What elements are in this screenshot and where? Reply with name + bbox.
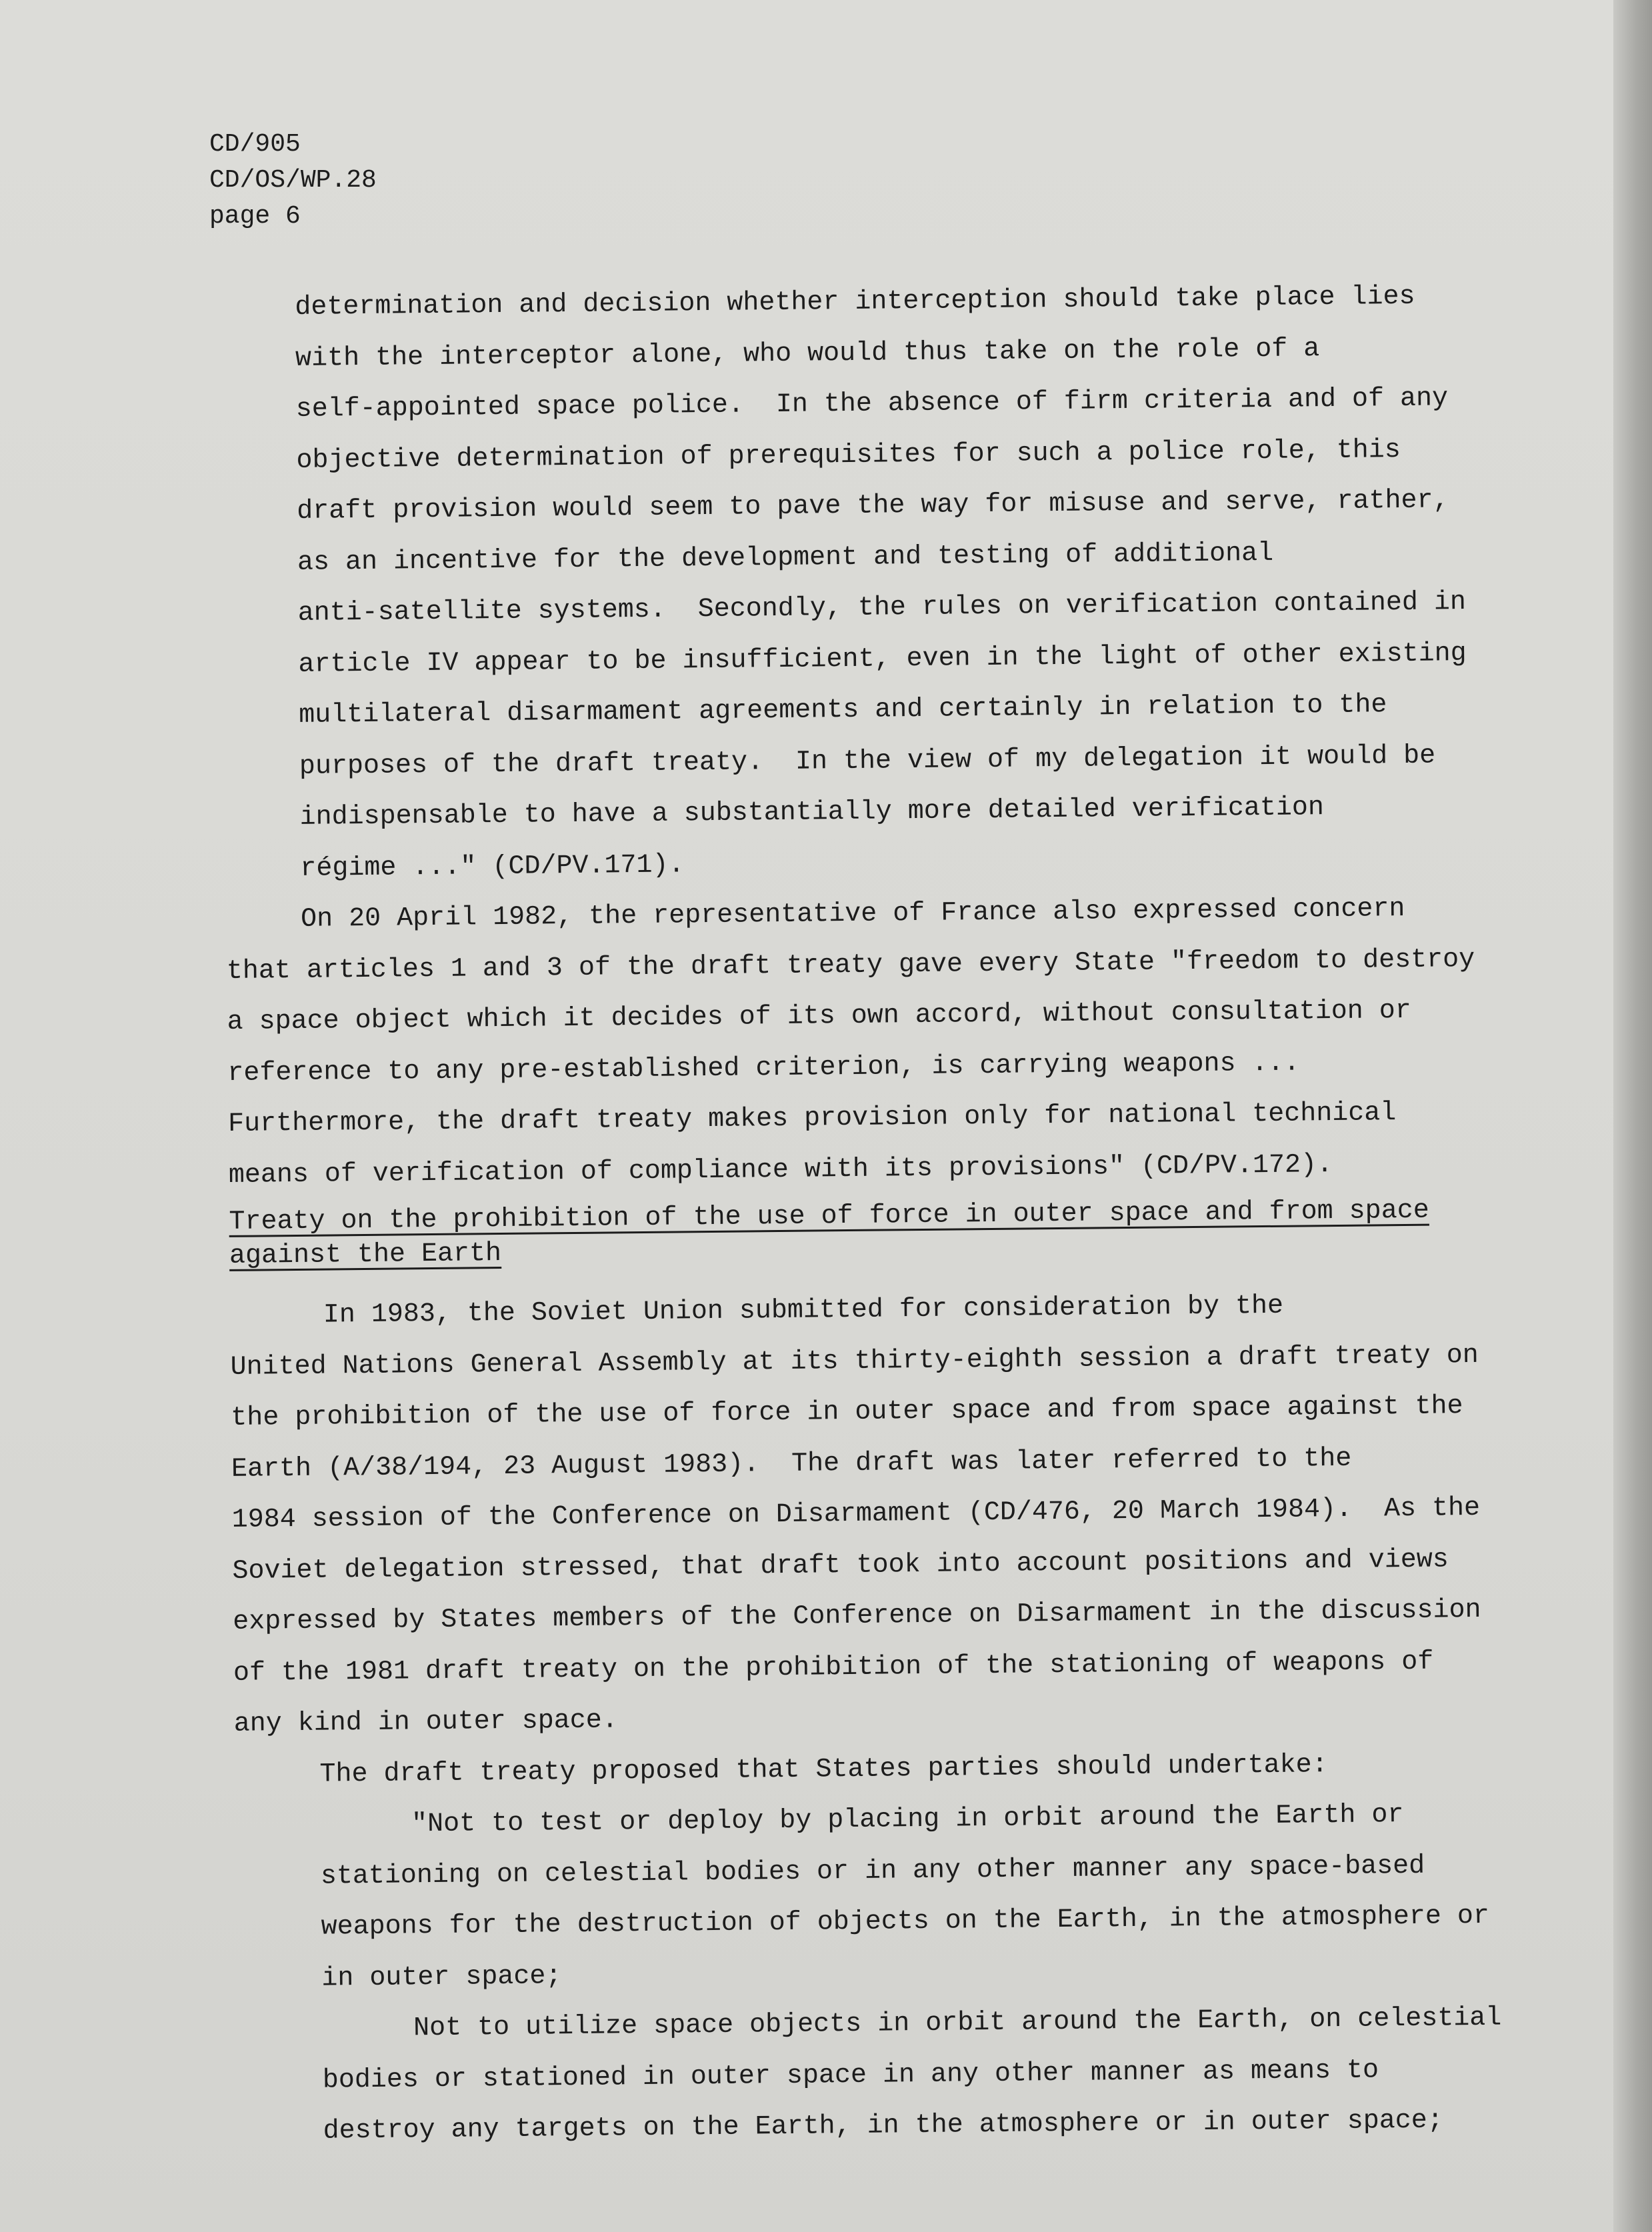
section-heading: Treaty on the prohibition of the use of force in outer space and from space [229,1195,1429,1237]
section-heading-continued: against the Earth [229,1239,502,1271]
text-line: that articles 1 and 3 of the draft treaty gave every State "freedom to destroy [226,944,1475,987]
text-line: a space object which it decides of its own accord, without consultation or [227,995,1412,1037]
quote-line: in outer space; [321,1961,562,1994]
text-line: Furthermore, the draft treaty makes provision only for national technical [227,1098,1397,1139]
text-line: 1984 session of the Conference on Disarmament (CD/476, 20 March 1984). As the [231,1493,1481,1535]
quote-line: stationing on celestial bodies or in any other manner any space-based [320,1851,1425,1892]
text-line: régime ..." (CD/PV.171). [300,849,685,884]
page-number: page 6 [209,202,301,231]
document-body [220,271,1571,2159]
text-line: anti-satellite systems. Secondly, the rules on verification contained in [297,587,1467,629]
text-line: objective determination of prerequisites for such a police role, this [296,435,1401,476]
text-line: the prohibition of the use of force in outer space and from space against the [231,1391,1463,1433]
text-line: multilateral disarmament agreements and certainly in relation to the [299,690,1387,731]
text-line: of the 1981 draft treaty on the prohibition of the stationing of weapons of [233,1647,1434,1689]
text-line: reference to any pre-established criterion, is carrying weapons ... [227,1048,1300,1089]
paragraph-first-line: On 20 April 1982, the representative of France also expressed concern [300,893,1405,935]
document-header [209,127,377,235]
text-line: draft provision would seem to pave the way for misuse and serve, rather, [297,485,1449,527]
paragraph-first-line: The draft treaty proposed that States parties should undertake: [319,1749,1328,1790]
text-line: Soviet delegation stressed, that draft took into account positions and views [232,1544,1449,1587]
page-edge-shadow [1613,0,1652,2232]
text-line: self-appointed space police. In the absence of firm criteria and of any [295,383,1449,425]
text-line: with the interceptor alone, who would thus take on the role of a [295,333,1320,374]
text-line: expressed by States members of the Conference on Disarmament in the discussion [233,1595,1481,1637]
quote-first-line: "Not to test or deploy by placing in orbit around the Earth or [411,1800,1404,1840]
quote-line: weapons for the destruction of objects on the Earth, in the atmosphere or [321,1901,1490,1943]
document-symbol: CD/905 [209,130,301,159]
text-line: article IV appear to be insufficient, even in the light of other existing [298,638,1467,680]
text-line: means of verification of compliance with its provisions" (CD/PV.172). [228,1149,1333,1191]
text-line: any kind in outer space. [233,1705,619,1739]
quote-first-line: Not to utilize space objects in orbit around the Earth, on celestial [413,2003,1502,2044]
quote-line: destroy any targets on the Earth, in the atmosphere or in outer space; [323,2105,1444,2147]
text-line: as an incentive for the development and testing of additional [297,538,1274,578]
text-line: United Nations General Assembly at its thirty-eighth session a draft treaty on [230,1340,1479,1383]
working-paper-symbol: CD/OS/WP.28 [209,166,377,195]
text-line: Earth (A/38/194, 23 August 1983). The draft was later referred to the [231,1443,1352,1485]
text-line: purposes of the draft treaty. In the view of my delegation it would be [299,741,1436,782]
text-line: determination and decision whether interception should take place lies [295,281,1415,323]
paragraph-first-line: In 1983, the Soviet Union submitted for consideration by the [323,1291,1284,1331]
text-line: indispensable to have a substantially more detailed verification [299,793,1325,833]
quote-line: bodies or stationed in outer space in any other manner as means to [322,2055,1379,2096]
